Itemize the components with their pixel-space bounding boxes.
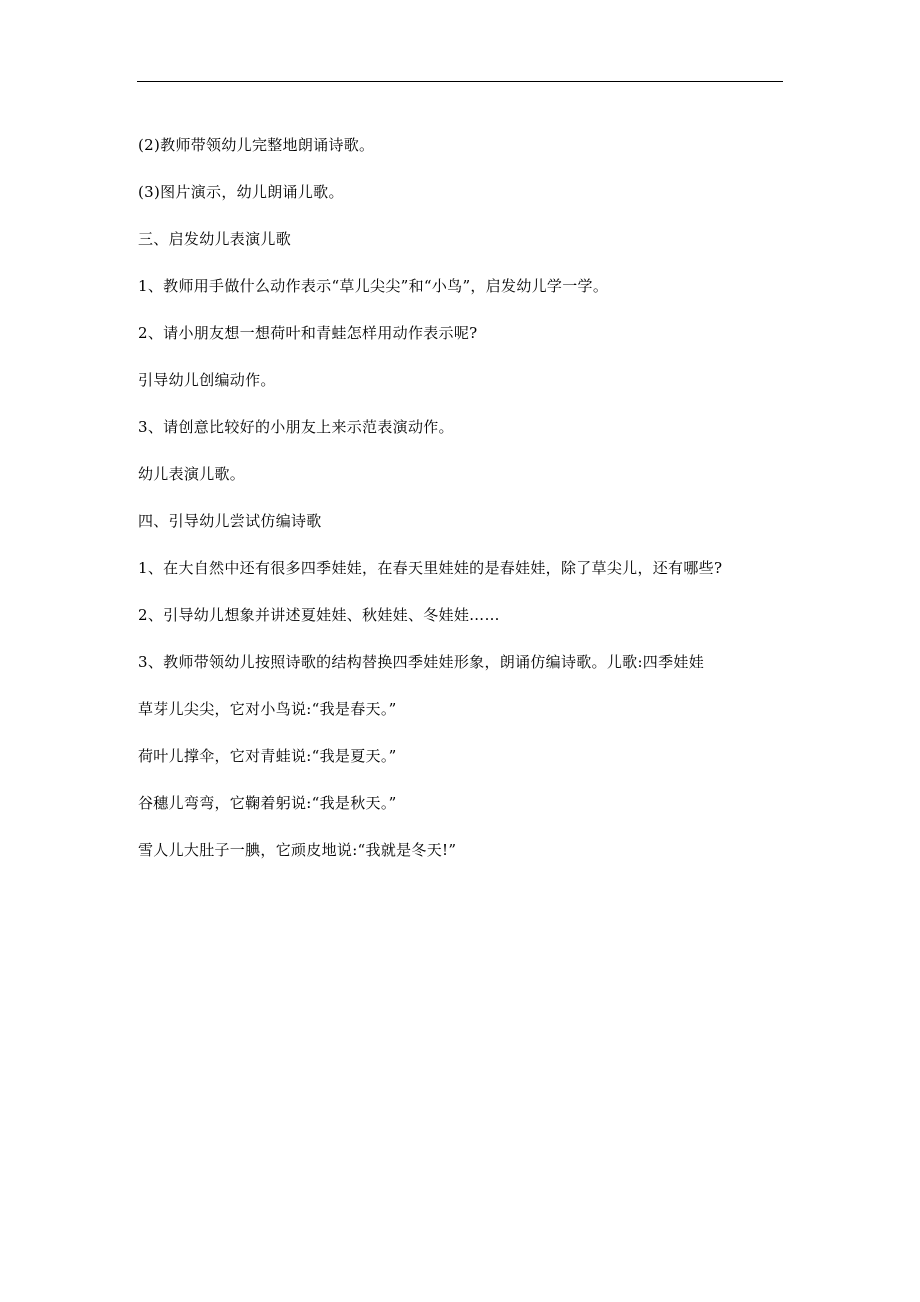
text-guide-create-moves: 引导幼儿创编动作。 <box>138 371 276 389</box>
poem-line-winter: 雪人儿大肚子一腆，它顽皮地说:“我就是冬天!” <box>138 841 457 859</box>
section-heading-adapt: 四、引导幼儿尝试仿编诗歌 <box>138 512 322 530</box>
item-imagine-dolls: 2、引导幼儿想象并讲述夏娃娃、秋娃娃、冬娃娃…… <box>138 606 500 624</box>
poem-line-spring: 草芽儿尖尖，它对小鸟说:“我是春天。” <box>138 700 397 718</box>
item-teacher-gestures: 1、教师用手做什么动作表示“草儿尖尖”和“小鸟”，启发幼儿学一学。 <box>138 277 609 295</box>
item-lotus-frog-question: 2、请小朋友想一想荷叶和青蛙怎样用动作表示呢? <box>138 324 478 342</box>
poem-line-summer: 荷叶儿撑伞，它对青蛙说:“我是夏天。” <box>138 747 397 765</box>
step-picture-demo: (3)图片演示，幼儿朗诵儿歌。 <box>138 183 344 201</box>
item-creative-demo: 3、请创意比较好的小朋友上来示范表演动作。 <box>138 418 454 436</box>
item-replace-images: 3、教师带领幼儿按照诗歌的结构替换四季娃娃形象，朗诵仿编诗歌。儿歌:四季娃娃 <box>138 653 705 671</box>
document-body <box>138 135 788 887</box>
item-four-seasons-question: 1、在大自然中还有很多四季娃娃，在春天里娃娃的是春娃娃，除了草尖儿，还有哪些? <box>138 559 723 577</box>
text-children-perform: 幼儿表演儿歌。 <box>138 465 246 483</box>
step-recite-poem: (2)教师带领幼儿完整地朗诵诗歌。 <box>138 136 375 154</box>
poem-line-autumn: 谷穗儿弯弯，它鞠着躬说:“我是秋天。” <box>138 794 397 812</box>
header-rule <box>137 81 783 82</box>
section-heading-perform: 三、启发幼儿表演儿歌 <box>138 230 292 248</box>
